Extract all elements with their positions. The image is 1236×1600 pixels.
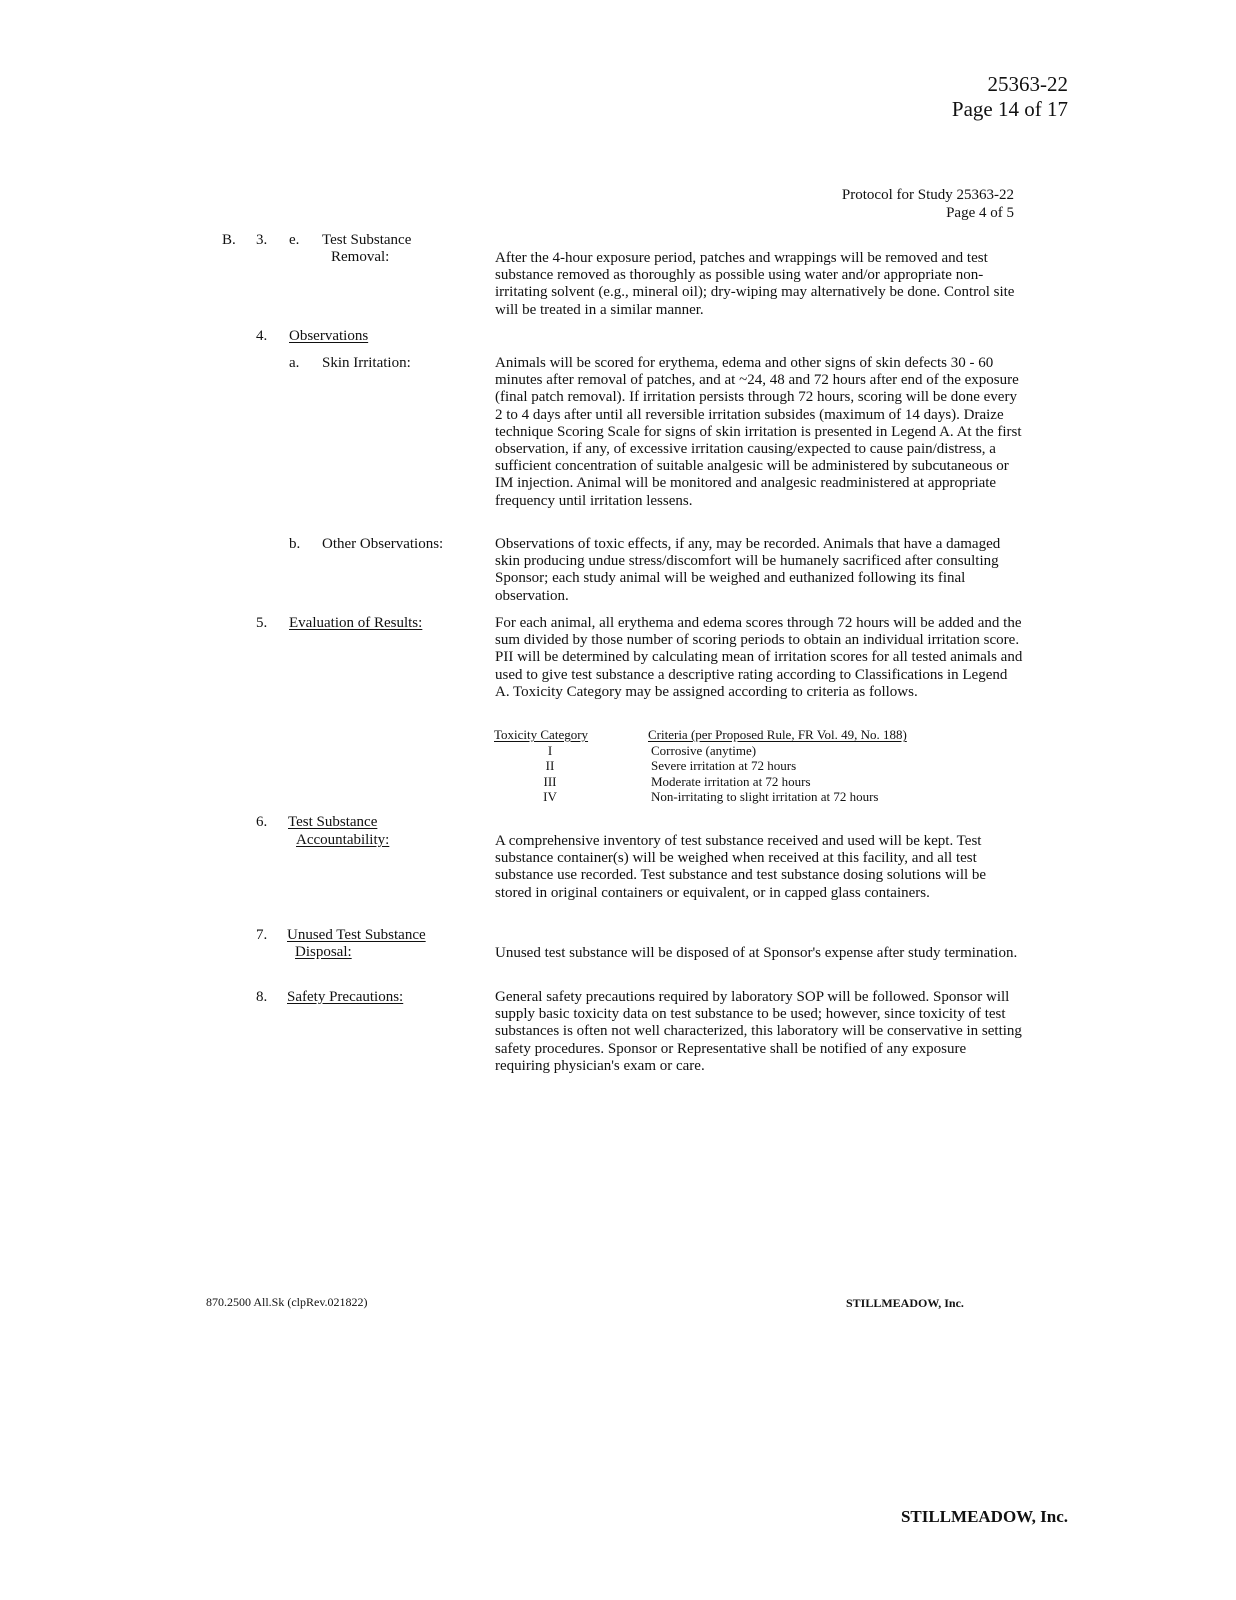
item7-text: Unused test substance will be disposed of at Sponsor's expense after study termination. [495, 945, 1018, 961]
table-cell-category: I [547, 742, 553, 758]
table-cell-criteria: Non-irritating to slight irritation at 72 hours [651, 789, 879, 804]
item6-text: A comprehensive inventory of test substance received and used will be kept. Test substance container(s) will be weighed when received at this facility, and all test substance use recorded. Test substance and test substance dosing solutions will be stored in original containers or equivalent, or in capped glass containers. [495, 833, 987, 901]
item5-number: 5. [256, 615, 268, 631]
protocol-page: Page 4 of 5 [946, 205, 1014, 221]
item5-title: Evaluation of Results: [289, 615, 423, 631]
item6-title-line1: Test Substance [288, 814, 378, 830]
table-cell-criteria: Severe irritation at 72 hours [651, 758, 797, 773]
table-cell-category: III [543, 773, 557, 789]
item5-text: For each animal, all erythema and edema scores through 72 hours will be added and the sum divided by those number of scoring periods to obtain an individual irritation score. PII will be determined by calculating mean of irritation scores for all tested animals and used to give test substance a descriptive rating according to Classifications in Legend A. Toxicity Category may be assigned according to criteria as follows. [495, 615, 1023, 700]
company-name-outer: STILLMEADOW, Inc. [900, 1507, 1068, 1526]
item3-text: After the 4-hour exposure period, patches and wrappings will be removed and test substance removed as thoroughly as possible using water and/or appropriate non-irritating solvent (e.g., mineral oil); dry-wiping may alternatively be done. Control site will be treated in a similar manner. [495, 250, 1015, 318]
item3-title-line1: Test Substance [322, 232, 412, 248]
item6-number: 6. [256, 814, 268, 830]
item4b-label: b. [289, 536, 301, 552]
table-cell-criteria: Moderate irritation at 72 hours [651, 773, 811, 789]
doc-code: 870.2500 All.Sk (clpRev.021822) [206, 1295, 368, 1309]
item4b-text: Observations of toxic effects, if any, may be recorded. Animals that have a damaged skin producing undue stress/discomfort will be humanely sacrificed after consulting Sponsor; each study animal will be weighed and euthanized following its final observation. [495, 536, 1001, 604]
item3-number: 3. [256, 232, 268, 248]
item4-number: 4. [256, 328, 268, 344]
protocol-title: Protocol for Study 25363-22 [841, 187, 1014, 203]
study-id: 25363-22 [987, 72, 1068, 96]
item4a-text: Animals will be scored for erythema, edema and other signs of skin defects 30 - 60 minutes after removal of patches, and at ~24, 48 and 72 hours after end of the exposure (final patch removal). If irritation persists through 72 hours, scoring will be done every 2 to 4 days after until all reversible irritation subsides (maximum of 14 days). Draize technique Scoring Scale for signs of skin irritation is presented in Legend A. At the first observation, if any, of excessive irritation causing/expected to cause pain/distress, a sufficient concentration of suitable analgesic will be administered by subcutaneous or IM injection. Animal will be monitored and analgesic readministered at appropriate frequency until irritation lessens. [495, 355, 1022, 509]
page-number: Page 14 of 17 [951, 97, 1068, 121]
item7-title-line2: Disposal: [295, 944, 352, 960]
item6-title-line2: Accountability: [296, 832, 390, 848]
table-cell-criteria: Corrosive (anytime) [651, 742, 757, 758]
table-header-criteria: Criteria (per Proposed Rule, FR Vol. 49, No. 188) [648, 727, 907, 742]
table-header-category: Toxicity Category [494, 727, 589, 742]
section-letter: B. [222, 232, 236, 248]
item8-text: General safety precautions required by laboratory SOP will be followed. Sponsor will supply basic toxicity data on test substance to be used; however, since toxicity of test substances is often not well characterized, this laboratory will be conservative in setting safety procedures. Sponsor or Representative shall be notified of any exposure requiring physician's exam or care. [495, 989, 1022, 1074]
item7-title-line1: Unused Test Substance [287, 927, 426, 943]
table-cell-category: IV [543, 789, 557, 804]
item7-number: 7. [256, 927, 268, 943]
item4b-title: Other Observations: [322, 536, 444, 552]
item3-sub-label: e. [289, 232, 300, 248]
table-cell-category: II [545, 758, 555, 773]
item8-title: Safety Precautions: [287, 989, 404, 1005]
item4a-label: a. [289, 355, 300, 371]
item4-title: Observations [289, 328, 369, 344]
item8-number: 8. [256, 989, 268, 1005]
item4a-title: Skin Irritation: [322, 355, 411, 371]
item3-title-line2: Removal: [331, 249, 390, 265]
company-name-inner: STILLMEADOW, Inc. [846, 1296, 964, 1310]
